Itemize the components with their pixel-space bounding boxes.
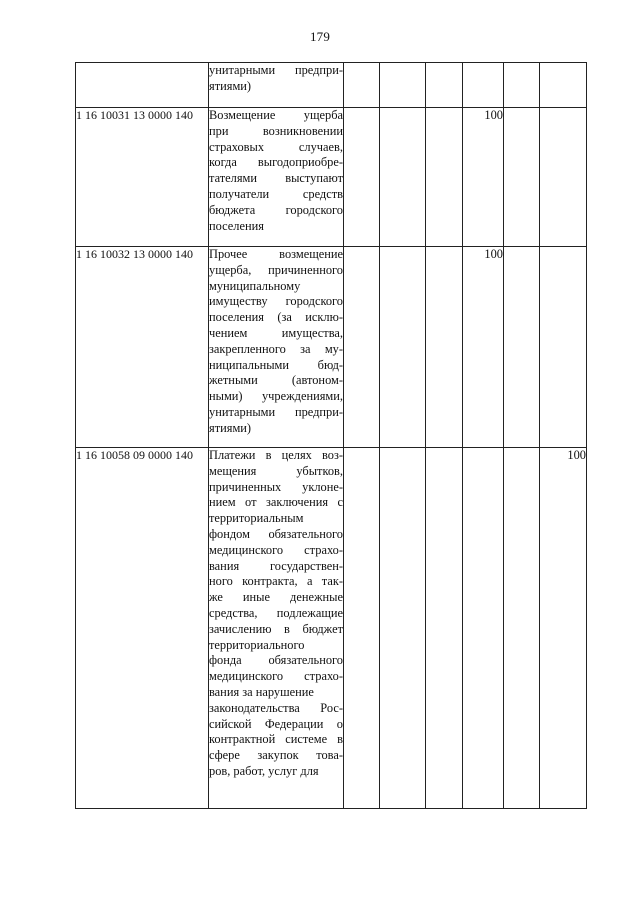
revenue-name-cell <box>209 448 344 809</box>
name-line: при возникновении <box>209 123 343 138</box>
name-line: медицинского страхо- <box>209 669 343 684</box>
name-line: вания государствен- <box>209 558 343 573</box>
value-cell-1 <box>344 247 380 448</box>
name-line: сфере закупок това- <box>209 748 343 763</box>
revenue-code-cell <box>76 63 209 108</box>
revenue-code-cell: 1 16 10031 13 0000 140 <box>76 108 209 247</box>
table-row <box>76 247 587 448</box>
value-cell-6 <box>540 247 587 448</box>
revenue-name-cell <box>209 63 344 108</box>
name-line: страховых случаев, <box>209 139 343 154</box>
page-number: 179 <box>309 29 331 44</box>
value-cell-3 <box>426 247 463 448</box>
name-line: ятиями) <box>209 420 252 435</box>
name-line: медицинского страхо- <box>209 542 343 557</box>
name-line: ущерба, причиненного <box>209 262 343 277</box>
name-line: фондом обязательного <box>209 526 343 541</box>
value-cell-6: 100 <box>540 448 587 809</box>
value-cell-3 <box>426 448 463 809</box>
name-line: же иные денежные <box>209 590 343 605</box>
name-line: унитарными предпри- <box>209 404 343 419</box>
table-row <box>76 448 587 809</box>
value-cell-4: 100 <box>463 247 504 448</box>
value-cell-1 <box>344 448 380 809</box>
name-line: сийской Федерации о <box>209 716 343 731</box>
name-line: Возмещение ущерба <box>209 108 343 122</box>
name-line: закрепленного за му- <box>209 341 343 356</box>
name-line: бюджета городского <box>209 202 343 217</box>
value-cell-2 <box>380 63 426 108</box>
value-cell-2 <box>380 448 426 809</box>
value-cell-1 <box>344 108 380 247</box>
value-cell-2 <box>380 108 426 247</box>
table-row <box>76 63 587 108</box>
name-line: законодательства Рос- <box>209 700 343 715</box>
name-line: поселения (за исклю- <box>209 310 343 325</box>
budget-revenue-table <box>75 62 587 809</box>
name-line: нием от заключения с <box>209 495 343 510</box>
revenue-code-cell: 1 16 10058 09 0000 140 <box>76 448 209 809</box>
name-line: поселения <box>209 218 264 233</box>
name-line: контрактной системе в <box>209 732 343 747</box>
value-cell-3 <box>426 108 463 247</box>
table-row <box>76 108 587 247</box>
name-line: причиненных уклоне- <box>209 479 343 494</box>
name-line: территориального <box>209 637 305 652</box>
revenue-code-cell: 1 16 10032 13 0000 140 <box>76 247 209 448</box>
name-line: ными) учреждениями, <box>209 389 343 404</box>
name-line: чением имущества, <box>209 325 343 340</box>
name-line: территориальным <box>209 511 304 526</box>
name-line: вания за нарушение <box>209 684 314 699</box>
name-line: унитарными предпри- <box>209 63 343 77</box>
name-line: получатели средств <box>209 186 343 201</box>
value-cell-4 <box>463 63 504 108</box>
name-line: средства, подлежащие <box>209 605 343 620</box>
name-line: ного контракта, а так- <box>209 574 343 589</box>
revenue-name-cell <box>209 108 344 247</box>
name-line: тателями выступают <box>209 171 343 186</box>
revenue-name-cell <box>209 247 344 448</box>
value-cell-6 <box>540 108 587 247</box>
value-cell-5 <box>504 63 540 108</box>
name-line: муниципальному <box>209 278 301 293</box>
name-line: фонда обязательного <box>209 653 343 668</box>
value-cell-1 <box>344 63 380 108</box>
value-cell-6 <box>540 63 587 108</box>
value-cell-5 <box>504 108 540 247</box>
value-cell-4 <box>463 448 504 809</box>
value-cell-5 <box>504 247 540 448</box>
value-cell-5 <box>504 448 540 809</box>
name-line: когда выгодоприобре- <box>209 155 343 170</box>
name-line: мещения убытков, <box>209 463 343 478</box>
name-line: ров, работ, услуг для <box>209 763 319 778</box>
name-line: имуществу городского <box>209 294 343 309</box>
value-cell-4: 100 <box>463 108 504 247</box>
name-line: зачислению в бюджет <box>209 621 343 636</box>
value-cell-3 <box>426 63 463 108</box>
name-line: жетными (автоном- <box>209 373 343 388</box>
name-line: Платежи в целях воз- <box>209 448 343 462</box>
name-line: ниципальными бюд- <box>209 357 343 372</box>
value-cell-2 <box>380 247 426 448</box>
name-line: Прочее возмещение <box>209 247 343 261</box>
name-line: ятиями) <box>209 78 252 93</box>
